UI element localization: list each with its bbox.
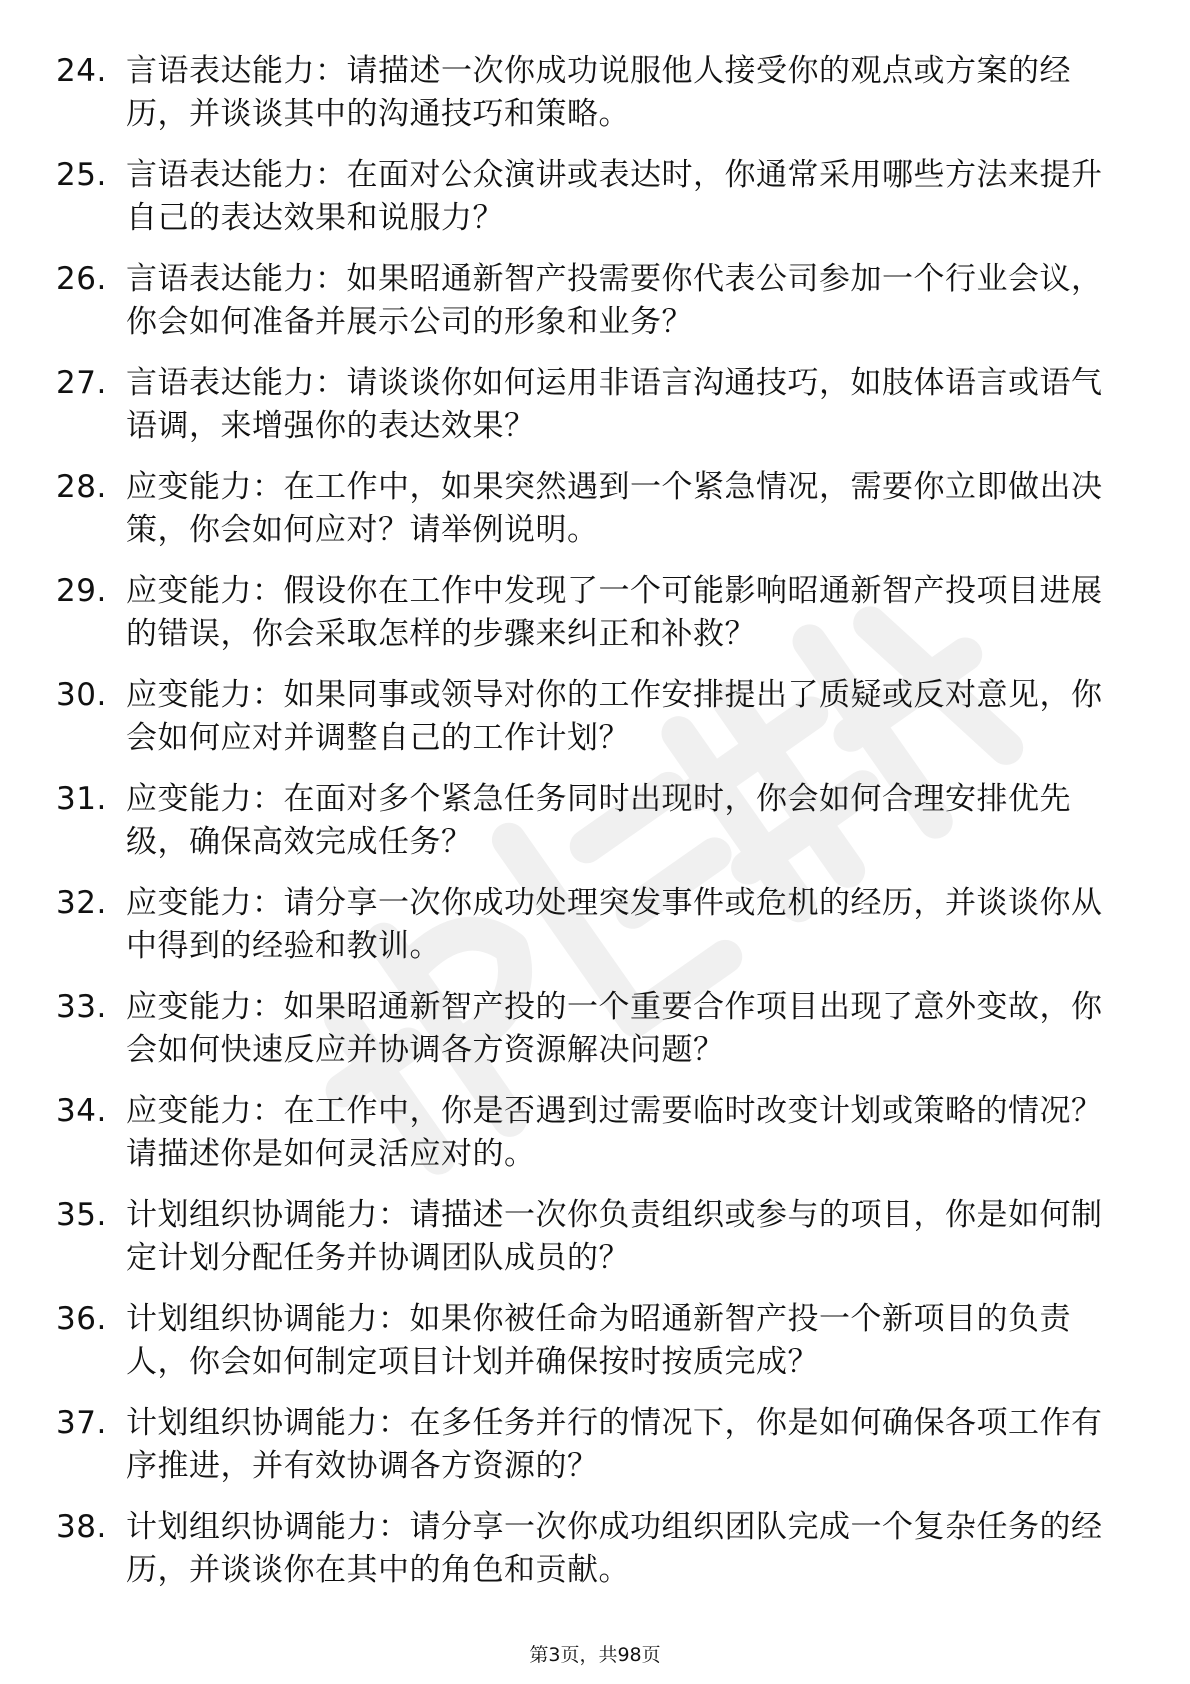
question-number: 27. xyxy=(56,365,107,401)
question-number: 36. xyxy=(56,1301,107,1337)
list-item xyxy=(56,1402,1116,1488)
question-text: 计划组织协调能力：请分享一次你成功组织团队完成一个复杂任务的经历，并谈谈你在其中的角色和贡献。 xyxy=(126,1509,1103,1588)
question-number: 37. xyxy=(56,1405,107,1441)
question-number: 32. xyxy=(56,885,107,921)
list-item xyxy=(56,50,1116,136)
list-item xyxy=(56,570,1116,656)
question-text: 言语表达能力：如果昭通新智产投需要你代表公司参加一个行业会议，你会如何准备并展示公司的形象和业务？ xyxy=(126,261,1103,340)
page-number: 第3页，共98页 xyxy=(529,1644,661,1666)
question-number: 26. xyxy=(56,261,107,297)
question-text: 应变能力：在工作中，你是否遇到过需要临时改变计划或策略的情况？请描述你是如何灵活应对的。 xyxy=(126,1093,1103,1172)
list-item xyxy=(56,778,1116,864)
question-number: 25. xyxy=(56,157,107,193)
list-item xyxy=(56,154,1116,240)
list-item xyxy=(56,362,1116,448)
list-item xyxy=(56,1194,1116,1280)
question-number: 24. xyxy=(56,53,107,89)
question-text: 计划组织协调能力：请描述一次你负责组织或参与的项目，你是如何制定计划分配任务并协调团队成员的？ xyxy=(126,1197,1103,1276)
question-text: 计划组织协调能力：在多任务并行的情况下，你是如何确保各项工作有序推进，并有效协调各方资源的？ xyxy=(126,1405,1103,1484)
list-item xyxy=(56,258,1116,344)
question-text: 应变能力：如果昭通新智产投的一个重要合作项目出现了意外变故，你会如何快速反应并协调各方资源解决问题？ xyxy=(126,989,1103,1068)
question-number: 30. xyxy=(56,677,107,713)
question-text: 应变能力：请分享一次你成功处理突发事件或危机的经历，并谈谈你从中得到的经验和教训。 xyxy=(126,885,1103,964)
question-number: 38. xyxy=(56,1509,107,1545)
question-number: 31. xyxy=(56,781,107,817)
list-item xyxy=(56,674,1116,760)
question-text: 言语表达能力：请谈谈你如何运用非语言沟通技巧，如肢体语言或语气语调，来增强你的表达效果？ xyxy=(126,365,1103,444)
list-item xyxy=(56,986,1116,1072)
question-number: 33. xyxy=(56,989,107,1025)
question-text: 应变能力：假设你在工作中发现了一个可能影响昭通新智产投项目进展的错误，你会采取怎样的步骤来纠正和补救？ xyxy=(126,573,1103,652)
question-text: 应变能力：如果同事或领导对你的工作安排提出了质疑或反对意见，你会如何应对并调整自己的工作计划？ xyxy=(126,677,1103,756)
question-text: 应变能力：在面对多个紧急任务同时出现时，你会如何合理安排优先级，确保高效完成任务？ xyxy=(126,781,1071,860)
list-item xyxy=(56,882,1116,968)
list-item xyxy=(56,1090,1116,1176)
question-text: 应变能力：在工作中，如果突然遇到一个紧急情况，需要你立即做出决策，你会如何应对？请举例说明。 xyxy=(126,469,1103,548)
question-number: 29. xyxy=(56,573,107,609)
list-item xyxy=(56,1506,1116,1592)
question-text: 计划组织协调能力：如果你被任命为昭通新智产投一个新项目的负责人，你会如何制定项目计划并确保按时按质完成？ xyxy=(126,1301,1071,1380)
question-text: 言语表达能力：请描述一次你成功说服他人接受你的观点或方案的经历，并谈谈其中的沟通技巧和策略。 xyxy=(126,53,1071,132)
question-number: 34. xyxy=(56,1093,107,1129)
list-item xyxy=(56,1298,1116,1384)
question-list xyxy=(56,50,1116,1610)
page-footer xyxy=(0,1640,1190,1667)
list-item xyxy=(56,466,1116,552)
question-number: 35. xyxy=(56,1197,107,1233)
question-text: 言语表达能力：在面对公众演讲或表达时，你通常采用哪些方法来提升自己的表达效果和说服力？ xyxy=(126,157,1103,236)
question-number: 28. xyxy=(56,469,107,505)
